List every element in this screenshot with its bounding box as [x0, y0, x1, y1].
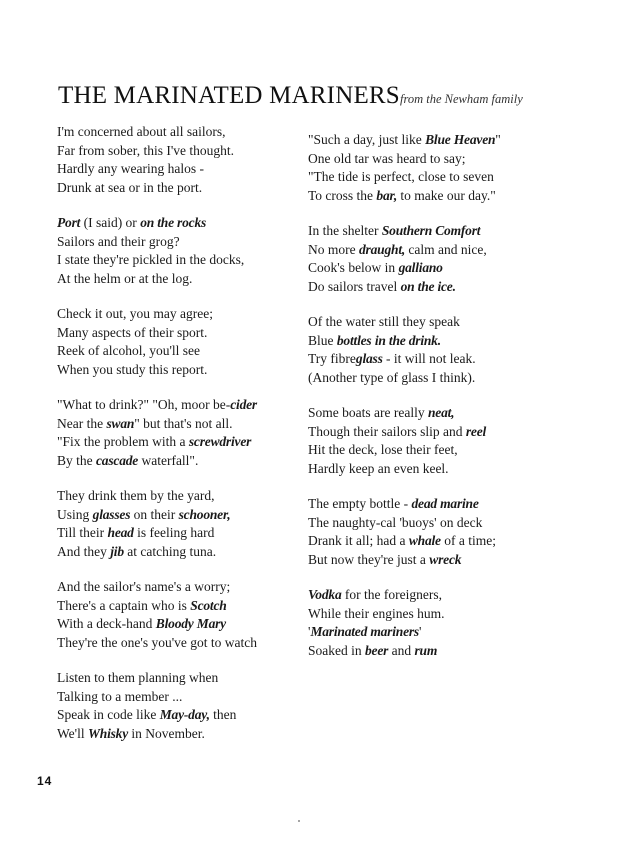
- drink-pun-text: Southern Comfort: [381, 223, 481, 238]
- line-text: By the: [57, 452, 96, 468]
- drink-pun-text: rum: [414, 642, 438, 658]
- poem-line: [57, 615, 307, 634]
- drink-pun-text: Bloody Mary: [155, 616, 226, 631]
- poem-line: [57, 506, 307, 525]
- line-text: They drink them by the yard,: [57, 488, 215, 503]
- line-text: Hit the deck, lose their feet,: [308, 442, 458, 457]
- poem-line: [308, 495, 588, 514]
- line-text: at catching tuna.: [123, 543, 217, 559]
- line-text: But now they're just a: [308, 551, 430, 567]
- poem-line: [57, 233, 307, 252]
- poem-line: [308, 350, 588, 369]
- poem-line: [57, 669, 307, 688]
- drink-pun-text: Vodka: [308, 587, 342, 602]
- drink-pun-text: whale: [408, 533, 441, 548]
- poem-line: [57, 396, 307, 415]
- drink-pun-text: head: [107, 525, 134, 540]
- drink-pun-text: glasses: [92, 506, 131, 522]
- poem-line: [308, 313, 588, 332]
- stanza: [308, 404, 588, 478]
- drink-pun-text: in the drink.: [374, 332, 441, 348]
- line-text: And the sailor's name's a worry;: [57, 579, 231, 594]
- poem-line: [308, 642, 588, 661]
- stanza: [57, 123, 307, 197]
- line-text: Though their sailors slip and: [308, 423, 466, 439]
- poem-line: [57, 179, 307, 198]
- poem-line: [308, 168, 588, 187]
- poem-line: [308, 241, 588, 260]
- poem-line: [308, 150, 588, 169]
- line-text: ": [495, 132, 501, 147]
- drink-pun-text: beer: [365, 642, 389, 658]
- line-text: Talking to a member ...: [57, 688, 183, 704]
- line-text: calm and nice,: [405, 241, 487, 257]
- drink-pun-text: Whisky: [87, 725, 129, 741]
- poem-line: [308, 551, 588, 570]
- poem-line: [308, 404, 588, 423]
- line-text: And they: [57, 543, 111, 559]
- drink-pun-text: bottles: [336, 332, 372, 348]
- line-text: We'll: [57, 725, 88, 741]
- line-text: to make our day.": [397, 187, 496, 203]
- poem-line: [57, 487, 307, 506]
- drink-pun-text: bar,: [376, 187, 398, 203]
- drink-pun-text: on the rocks: [140, 215, 207, 230]
- poem-line: [57, 214, 307, 233]
- poem-line: [308, 259, 588, 278]
- poem-line: [308, 586, 588, 605]
- poem-line: [308, 131, 588, 150]
- poem-line: [57, 415, 307, 434]
- poem-line: [57, 123, 307, 142]
- poem-line: [57, 524, 307, 543]
- poem-right-column: [308, 131, 588, 677]
- poem-line: [57, 452, 307, 471]
- line-text: Listen to them planning when: [57, 670, 219, 685]
- line-text: Reek of alcohol, you'll see: [57, 343, 201, 358]
- poem-line: [57, 342, 307, 361]
- line-text: "The tide is perfect, close to seven: [308, 169, 494, 184]
- line-text: of a time;: [440, 533, 496, 548]
- poem-line: [308, 222, 588, 241]
- stanza: [308, 313, 588, 387]
- line-text: Of the water still they speak: [308, 314, 460, 329]
- poem-line: [57, 361, 307, 380]
- poem-line: [308, 532, 588, 551]
- line-text: With a deck-hand: [57, 616, 156, 631]
- line-text: and: [388, 642, 415, 658]
- line-text: When you study this report.: [57, 361, 208, 377]
- stanza: [308, 495, 588, 569]
- line-text: "What to drink?" "Oh, moor be-: [57, 397, 231, 412]
- line-text: The naughty-cal 'buoys' on deck: [308, 514, 483, 530]
- scan-speck: [298, 820, 300, 822]
- drink-pun-text: glass: [355, 351, 383, 366]
- line-text: They're the one's you've got to watch: [57, 634, 257, 650]
- stanza: [308, 222, 588, 296]
- line-text: I state they're pickled in the docks,: [57, 252, 245, 267]
- line-text: then: [209, 707, 237, 722]
- drink-pun-text: dead marine: [411, 496, 479, 511]
- stanza: [57, 396, 307, 470]
- poem-line: [308, 460, 588, 479]
- drink-pun-text: Marinated mariners: [310, 624, 419, 639]
- stanza: [308, 131, 588, 205]
- line-text: Some boats are really: [308, 405, 428, 420]
- line-text: Cook's below in: [308, 260, 399, 275]
- drink-pun-text: Blue Heaven: [425, 132, 496, 147]
- drink-pun-text: May-day,: [159, 707, 210, 722]
- poem-line: [57, 688, 307, 707]
- line-text: At the helm or at the log.: [57, 270, 193, 286]
- drink-pun-text: reel: [465, 423, 487, 439]
- poem-line: [308, 605, 588, 624]
- poem-line: [57, 305, 307, 324]
- poem-line: [57, 597, 307, 616]
- line-text: Do sailors travel: [308, 278, 401, 294]
- drink-pun-text: swan: [106, 415, 135, 431]
- poem-left-column: [57, 123, 307, 760]
- line-text: in November.: [128, 725, 205, 741]
- line-text: Using: [57, 506, 93, 522]
- line-text: Soaked in: [308, 642, 365, 658]
- drink-pun-text: draught,: [359, 241, 406, 257]
- drink-pun-text: Port: [57, 215, 81, 230]
- line-text: " but that's not all.: [134, 415, 233, 431]
- line-text: Hardly any wearing halos -: [57, 161, 204, 176]
- stanza: [57, 305, 307, 379]
- poem-title: THE MARINATED MARINERS: [58, 82, 400, 109]
- line-text: "Fix the problem with a: [57, 434, 189, 449]
- line-text: Drank it all; had a: [308, 533, 409, 548]
- line-text: While their engines hum.: [308, 605, 445, 621]
- line-text: Far from sober, this I've thought.: [57, 142, 234, 158]
- line-text: In the shelter: [308, 223, 382, 238]
- line-text: Speak in code like: [57, 707, 160, 722]
- drink-pun-text: cascade: [96, 452, 139, 468]
- line-text: Near the: [57, 415, 107, 431]
- poem-line: [57, 543, 307, 562]
- drink-pun-text: jib: [110, 543, 124, 559]
- poem-line: [308, 278, 588, 297]
- page-number: 14: [37, 774, 53, 788]
- poem-line: [308, 332, 588, 351]
- line-text: is feeling hard: [133, 525, 215, 540]
- poem-line: [57, 160, 307, 179]
- line-text: To cross the: [308, 187, 377, 203]
- line-text: ': [418, 624, 422, 639]
- line-text: Blue: [308, 332, 337, 348]
- stanza: [57, 578, 307, 652]
- poem-line: [57, 270, 307, 289]
- poem-line: [57, 433, 307, 452]
- line-text: Drunk at sea or in the port.: [57, 179, 203, 195]
- line-text: ': [308, 624, 311, 639]
- line-text: (I said) or: [80, 215, 141, 230]
- line-text: Check it out, you may agree;: [57, 306, 213, 321]
- stanza: [308, 586, 588, 660]
- poem-line: [308, 187, 588, 206]
- poem-line: [308, 441, 588, 460]
- poem-attribution: from the Newham family: [400, 92, 523, 106]
- drink-pun-text: schooner,: [178, 506, 231, 522]
- line-text: for the foreigners,: [341, 587, 442, 602]
- line-text: I'm concerned about all sailors,: [57, 124, 226, 139]
- drink-pun-text: screwdriver: [188, 434, 252, 449]
- stanza: [57, 214, 307, 288]
- stanza: [57, 487, 307, 561]
- line-text: "Such a day, just like: [308, 132, 426, 147]
- line-text: The empty bottle -: [308, 496, 412, 511]
- poem-line: [57, 142, 307, 161]
- line-text: (Another type of glass I think).: [308, 369, 476, 385]
- line-text: No more: [308, 241, 359, 257]
- line-text: on their: [130, 506, 179, 522]
- drink-pun-text: wreck: [429, 551, 462, 567]
- poem-line: [57, 578, 307, 597]
- poem-line: [308, 369, 588, 388]
- poem-line: [57, 324, 307, 343]
- line-text: waterfall".: [138, 452, 199, 468]
- stanza: [57, 669, 307, 743]
- line-text: One old tar was heard to say;: [308, 150, 466, 166]
- poem-line: [57, 725, 307, 744]
- line-text: Try fibre: [308, 351, 356, 366]
- line-text: Many aspects of their sport.: [57, 324, 208, 340]
- poem-line: [57, 706, 307, 725]
- line-text: Till their: [57, 525, 108, 540]
- poem-line: [308, 514, 588, 533]
- line-text: Hardly keep an even keel.: [308, 460, 449, 476]
- line-text: There's a captain who is: [57, 597, 191, 613]
- drink-pun-text: Scotch: [190, 597, 227, 613]
- poem-line: [308, 623, 588, 642]
- drink-pun-text: on the ice.: [400, 278, 456, 294]
- drink-pun-text: galliano: [398, 260, 443, 275]
- poem-line: [308, 423, 588, 442]
- line-text: - it will not leak.: [382, 351, 476, 366]
- drink-pun-text: neat,: [427, 405, 455, 420]
- poem-line: [57, 634, 307, 653]
- drink-pun-text: cider: [230, 397, 257, 412]
- line-text: Sailors and their grog?: [57, 233, 180, 249]
- poem-line: [57, 251, 307, 270]
